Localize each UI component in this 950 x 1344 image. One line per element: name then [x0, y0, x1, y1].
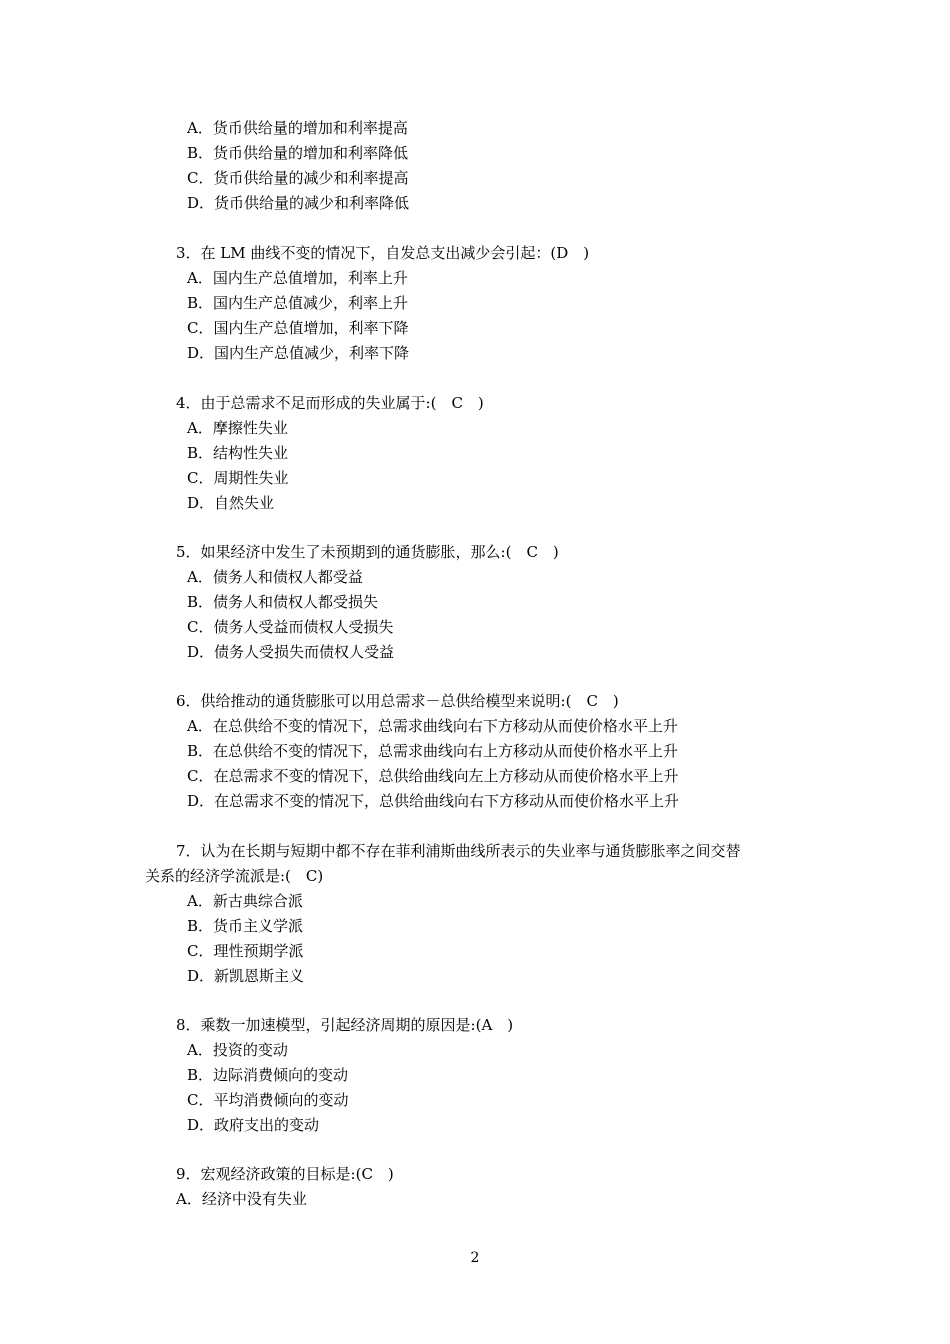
question-3-option-a: A．国内生产总值增加，利率上升 [187, 269, 408, 287]
question-7-option-c: C．理性预期学派 [187, 942, 304, 960]
prev-option-d: D．货币供给量的减少和利率降低 [187, 194, 410, 212]
question-5-option-d: D．债务人受损失而债权人受益 [187, 643, 395, 661]
question-6-option-c: C．在总需求不变的情况下，总供给曲线向左上方移动从而使价格水平上升 [187, 767, 679, 785]
question-3-stem: 3．在 LM 曲线不变的情况下，自发总支出减少会引起：(D ) [176, 244, 590, 262]
question-4-option-c: C．周期性失业 [187, 469, 289, 487]
question-4-option-a: A．摩擦性失业 [187, 419, 288, 437]
question-5-option-a: A．债务人和债权人都受益 [187, 568, 363, 586]
question-8-option-d: D．政府支出的变动 [187, 1116, 320, 1134]
prev-option-a: A．货币供给量的增加和利率提高 [187, 119, 408, 137]
question-8-stem: 8．乘数一加速模型，引起经济周期的原因是:(A ) [176, 1016, 514, 1034]
question-3-option-b: B．国内生产总值减少，利率上升 [187, 294, 409, 312]
question-9-stem: 9．宏观经济政策的目标是:(C ) [176, 1165, 394, 1183]
page-number: 2 [470, 1250, 480, 1266]
question-4-option-d: D．自然失业 [187, 494, 275, 512]
question-9-option-a: A．经济中没有失业 [176, 1190, 307, 1208]
prev-option-b: B．货币供给量的增加和利率降低 [187, 144, 409, 162]
question-3-option-c: C．国内生产总值增加，利率下降 [187, 319, 409, 337]
question-8-option-c: C．平均消费倾向的变动 [187, 1091, 349, 1109]
question-7-option-a: A．新古典综合派 [187, 892, 303, 910]
question-6-option-d: D．在总需求不变的情况下，总供给曲线向右下方移动从而使价格水平上升 [187, 792, 680, 810]
question-8-option-a: A．投资的变动 [187, 1041, 288, 1059]
question-7-stem-line2: 关系的经济学流派是:( C) [145, 867, 324, 885]
question-5-option-c: C．债务人受益而债权人受损失 [187, 618, 394, 636]
question-4-option-b: B．结构性失业 [187, 444, 289, 462]
prev-option-c: C．货币供给量的减少和利率提高 [187, 169, 409, 187]
question-8-option-b: B．边际消费倾向的变动 [187, 1066, 349, 1084]
question-6-stem: 6．供给推动的通货膨胀可以用总需求－总供给模型来说明:( C ) [176, 692, 619, 710]
question-7-option-d: D．新凯恩斯主义 [187, 967, 305, 985]
question-6-option-a: A．在总供给不变的情况下，总需求曲线向右下方移动从而使价格水平上升 [187, 717, 678, 735]
question-3-option-d: D．国内生产总值减少，利率下降 [187, 344, 410, 362]
question-5-option-b: B．债务人和债权人都受损失 [187, 593, 379, 611]
question-5-stem: 5．如果经济中发生了未预期到的通货膨胀，那么:( C ) [176, 543, 559, 561]
question-7-stem-line1: 7．认为在长期与短期中都不存在菲利浦斯曲线所表示的失业率与通货膨胀率之间交替 [176, 842, 741, 860]
question-4-stem: 4．由于总需求不足而形成的失业属于:( C ) [176, 394, 484, 412]
question-7-option-b: B．货币主义学派 [187, 917, 304, 935]
question-6-option-b: B．在总供给不变的情况下，总需求曲线向右上方移动从而使价格水平上升 [187, 742, 679, 760]
